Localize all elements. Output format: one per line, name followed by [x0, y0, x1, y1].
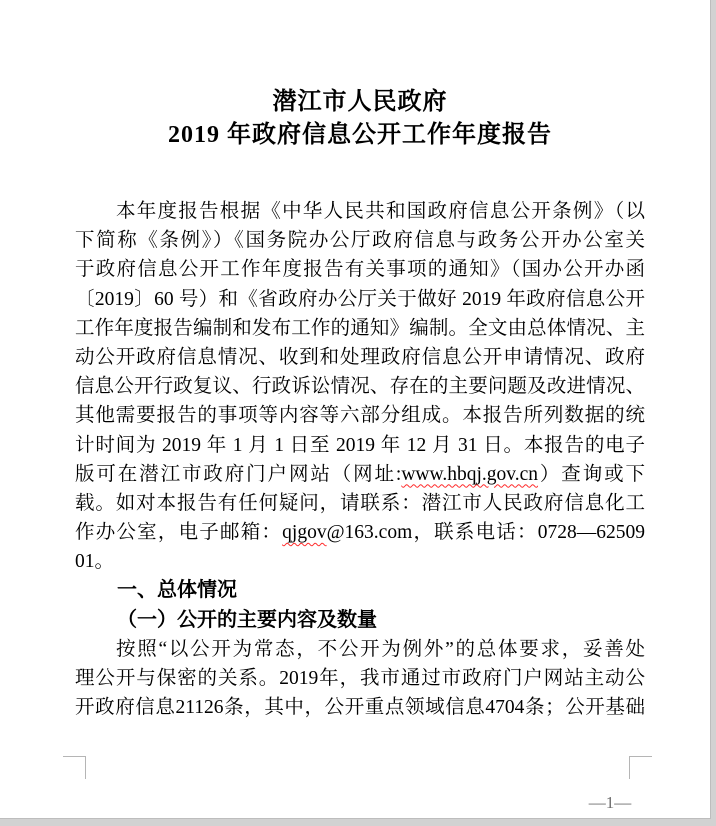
text-line: [75, 693, 645, 722]
text-line: [75, 431, 645, 460]
text-segment: 载。如对本报告有任何疑问，请联系：潜江市人民政府信息化工: [75, 492, 645, 514]
text-line: [75, 285, 645, 314]
text-segment: 开政府信息21126条，其中，公开重点领域信息4704条；公开基础: [75, 697, 645, 719]
text-line: [75, 489, 645, 518]
text-segment: 理公开与保密的关系。2019年，我市通过市政府门户网站主动公: [75, 668, 645, 689]
text-line: [75, 372, 645, 401]
document-title-line2: 2019 年政府信息公开工作年度报告: [168, 122, 552, 148]
text-segment: 于政府信息公开工作年度报告有关事项的通知》（国办公开办函: [75, 259, 645, 281]
text-segment: 〔2019〕60 号）和《省政府办公厅关于做好 2019 年政府信息公开: [75, 288, 645, 310]
text-boundary-mark-bottom-left: [63, 756, 86, 779]
text-segment: 动公开政府信息情况、收到和处理政府信息公开申请情况、政府: [75, 346, 645, 368]
text-segment: 一、总体情况: [117, 579, 237, 602]
text-segment: 本年度报告根据《中华人民共和国政府信息公开条例》（以: [115, 201, 645, 222]
text-boundary-mark-bottom-right: [629, 756, 652, 779]
text-segment: 下简称《条例》）《国务院办公厅政府信息与政务公开办公室关: [75, 230, 645, 252]
text-line: [75, 226, 645, 255]
text-line: [75, 460, 645, 489]
text-line: [75, 401, 645, 430]
text-line: [75, 547, 645, 576]
text-line: [75, 343, 645, 372]
text-segment: 01。: [75, 551, 115, 573]
text-segment: 计时间为 2019 年 1 月 1 日至 2019 年 12 月 31 日。本报告的电子: [75, 434, 645, 456]
text-line: [75, 255, 645, 284]
text-segment: @163.com，联系电话：0728—62509: [326, 522, 645, 544]
text-segment: 按照“以公开为常态，不公开为例外”的总体要求，妥善处: [115, 638, 645, 660]
text-segment: 作办公室，电子邮箱：: [75, 522, 283, 544]
text-segment: 其他需要报告的事项等内容等六部分组成。本报告所列数据的统: [75, 405, 645, 427]
section-heading2: [75, 606, 645, 635]
section-heading1: [75, 576, 645, 605]
text-segment: ）查询或下: [538, 463, 645, 485]
document-title-line1: 潜江市人民政府: [272, 89, 448, 115]
text-segment: 工作年度报告编制和发布工作的通知》编制。全文由总体情况、主: [75, 317, 645, 339]
document-body: [75, 197, 645, 722]
text-segment: （一）公开的主要内容及数量: [117, 608, 377, 631]
text-line: [75, 664, 645, 693]
text-line: [75, 197, 645, 226]
text-segment: 信息公开行政复议、行政诉讼情况、存在的主要问题及改进情况、: [75, 376, 645, 398]
text-line: [75, 518, 645, 547]
text-line: [75, 635, 645, 664]
text-segment: 版可在潜江市政府门户网站（网址:: [75, 463, 402, 485]
spellcheck-underlined-text: www.hbqj.gov.cn: [401, 463, 539, 485]
document-title: [75, 86, 645, 152]
text-line: [75, 314, 645, 343]
page-number: —1—: [588, 793, 632, 812]
spellcheck-underlined-text: qjgov: [282, 522, 327, 544]
